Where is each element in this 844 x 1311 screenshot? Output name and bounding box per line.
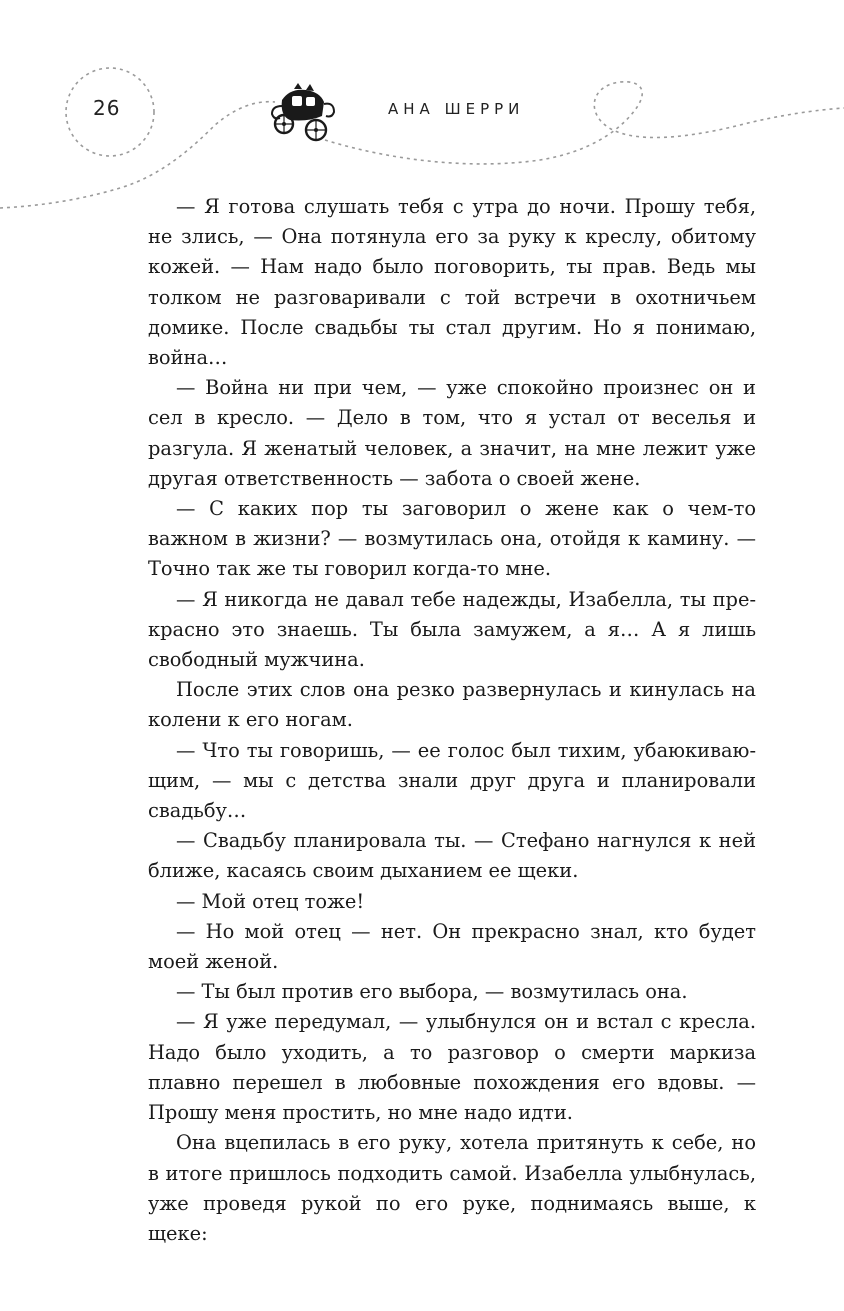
paragraph: — Война ни при чем, — уже спокойно произнес он и сел в кресло. — Дело в том, что я устал от веселья и разгула. Я женатый человек, а значит, на мне лежит уже другая ответственность — забота о своей жене. bbox=[148, 376, 756, 490]
paragraph: — Я никогда не давал тебе надежды, Изабелла, ты прекрасно это знаешь. Ты была замужем, а я… А я лишь свободный мужчина. bbox=[148, 587, 756, 672]
carriage-icon bbox=[272, 83, 334, 140]
running-head-author: АНА ШЕРРИ bbox=[388, 100, 525, 118]
paragraph: Она вцепилась в его руку, хотела притянуть к себе, но в итоге пришлось подходить самой. Изабелла улыбнулась, уже проведя рукой по его руке, поднимаясь выше, к щеке: bbox=[148, 1131, 756, 1245]
paragraph: — Свадьбу планировала ты. — Стефано нагнулся к ней ближе, касаясь своим дыханием ее щеки. bbox=[148, 829, 756, 883]
paragraph: — Что ты говоришь, — ее голос был тихим, убаюкивающим, — мы с детства знали друг друга и планировали свадьбу… bbox=[148, 738, 756, 823]
dashed-swirl-right bbox=[325, 82, 844, 164]
paragraph: — С каких пор ты заговорил о жене как о чем-то важном в жизни? — возмутилась она, отойдя к камину. — Точно так же ты говорил когда-то мне. bbox=[148, 497, 756, 581]
paragraph: — Я готова слушать тебя с утра до ночи. Прошу тебя, не злись, — Она потянула его за руку к креслу, обитому кожей. — Нам надо было поговорить, ты прав. Ведь мы толком не разговаривали с той встречи в охотничьем домике. После свадьбы ты стал другим. Но я понимаю, война… bbox=[148, 195, 756, 370]
page-number: 26 bbox=[93, 96, 121, 120]
paragraph: — Мой отец тоже! bbox=[176, 889, 365, 913]
body-text bbox=[148, 192, 756, 1249]
paragraph: — Но мой отец — нет. Он прекрасно знал, кто будет моей женой. bbox=[148, 919, 756, 974]
paragraph: После этих слов она резко развернулась и кинулась на колени к его ногам. bbox=[148, 678, 756, 732]
paragraph: — Я уже передумал, — улыбнулся он и встал с кресла. Надо было уходить, а то разговор о смерти маркиза плавно перешел в любовные похождения его вдовы. — Прошу меня простить, но мне надо идти. bbox=[148, 1010, 756, 1125]
paragraph: — Ты был против его выбора, — возмутилась она. bbox=[176, 980, 688, 1004]
